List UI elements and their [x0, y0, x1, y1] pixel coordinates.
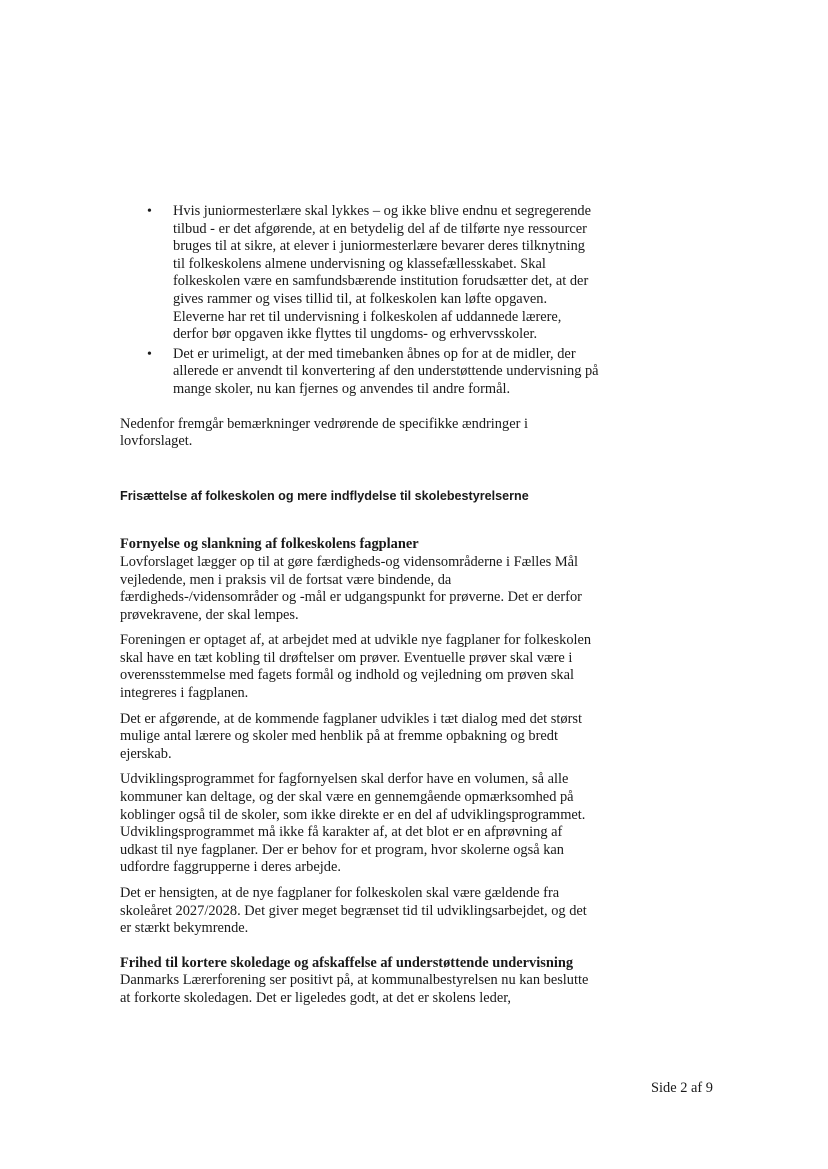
body-paragraph: Lovforslaget lægger op til at gøre færdigheds-og vidensområderne i Fælles Mål vejledende, men i praksis vil de fortsat være bindende, da færdigheds-/vidensområder og -mål er udgangspunkt for prøverne. Det er derfor prøvekravene, der skal lempes.: [120, 553, 582, 623]
bullet-icon: •: [147, 346, 152, 362]
intro-paragraph: Nedenfor fremgår bemærkninger vedrørende de specifikke ændringer i lovforslaget.: [120, 415, 528, 450]
page-content: [120, 203, 600, 1008]
page-number: Side 2 af 9: [651, 1080, 713, 1096]
body-paragraph: Foreningen er optaget af, at arbejdet med at udvikle nye fagplaner for folkeskolen skal have en tæt kobling til drøftelser om prøver. Eventuelle prøver skal være i overensstemmelse med fagets formål og indhold og vejledning om prøven skal integreres i fagplanen.: [120, 632, 592, 702]
bullet-item: [120, 346, 600, 399]
body-paragraph: Det er hensigten, at de nye fagplaner for folkeskolen skal være gældende fra skoleåret 2027/2028. Det giver meget begrænset tid til udviklingsarbejdet, og det er stærkt bekymrende.: [120, 885, 587, 937]
subsection-heading: Fornyelse og slankning af folkeskolens fagplaner: [120, 536, 419, 553]
bullet-text: Hvis juniormesterlære skal lykkes – og ikke blive endnu et segregerende tilbud - er det afgørende, at en betydelig del af de tilførte nye ressourcer bruges til at sikre, at elever i juniormesterlære bevarer deres tilknytning til folkeskolens almene undervisning og klassefællesskabet. Skal folkeskolen være en samfundsbærende institution forudsætter det, at der gives rammer og vises tillid til, at folkeskolen kan løfte opgaven. Eleverne har ret til undervisning i folkeskolen af uddannede lærere, derfor bør opgaven ikke flyttes til ungdoms- og erhvervsskoler.: [173, 203, 592, 343]
bullet-icon: •: [147, 204, 152, 219]
section-title: Frisættelse af folkeskolen og mere indflydelse til skolebestyrelserne: [120, 488, 529, 503]
body-paragraph: Danmarks Lærerforening ser positivt på, at kommunalbestyrelsen nu kan beslutte at forkorte skoledagen. Det er ligeledes godt, at det er skolens leder,: [120, 972, 589, 1006]
subsection-heading: Frihed til kortere skoledage og afskaffelse af understøttende undervisning: [120, 954, 574, 971]
body-paragraph: Det er afgørende, at de kommende fagplaner udvikles i tæt dialog med det størst mulige antal lærere og skoler med henblik på at fremme opbakning og bredt ejerskab.: [120, 710, 582, 762]
bullet-list: [120, 203, 600, 399]
bullet-item: [120, 203, 600, 344]
bullet-text: Det er urimeligt, at der med timebanken åbnes op for at de midler, der allerede er anvendt til konvertering af den understøttende undervisning på mange skoler, nu kan fjernes og anvendes til andre formål.: [173, 345, 599, 397]
body-paragraph: Udviklingsprogrammet for fagfornyelsen skal derfor have en volumen, så alle kommuner kan deltage, og der skal være en gennemgående opmærksomhed på koblinger også til de skoler, som ikke direkte er en del af udviklingsprogrammet. Udviklingsprogrammet må ikke få karakter af, at det blot er en afprøvning af udkast til nye fagplaner. Der er behov for et program, hvor skolerne også kan udfordre faggrupperne i deres arbejde.: [120, 771, 586, 876]
